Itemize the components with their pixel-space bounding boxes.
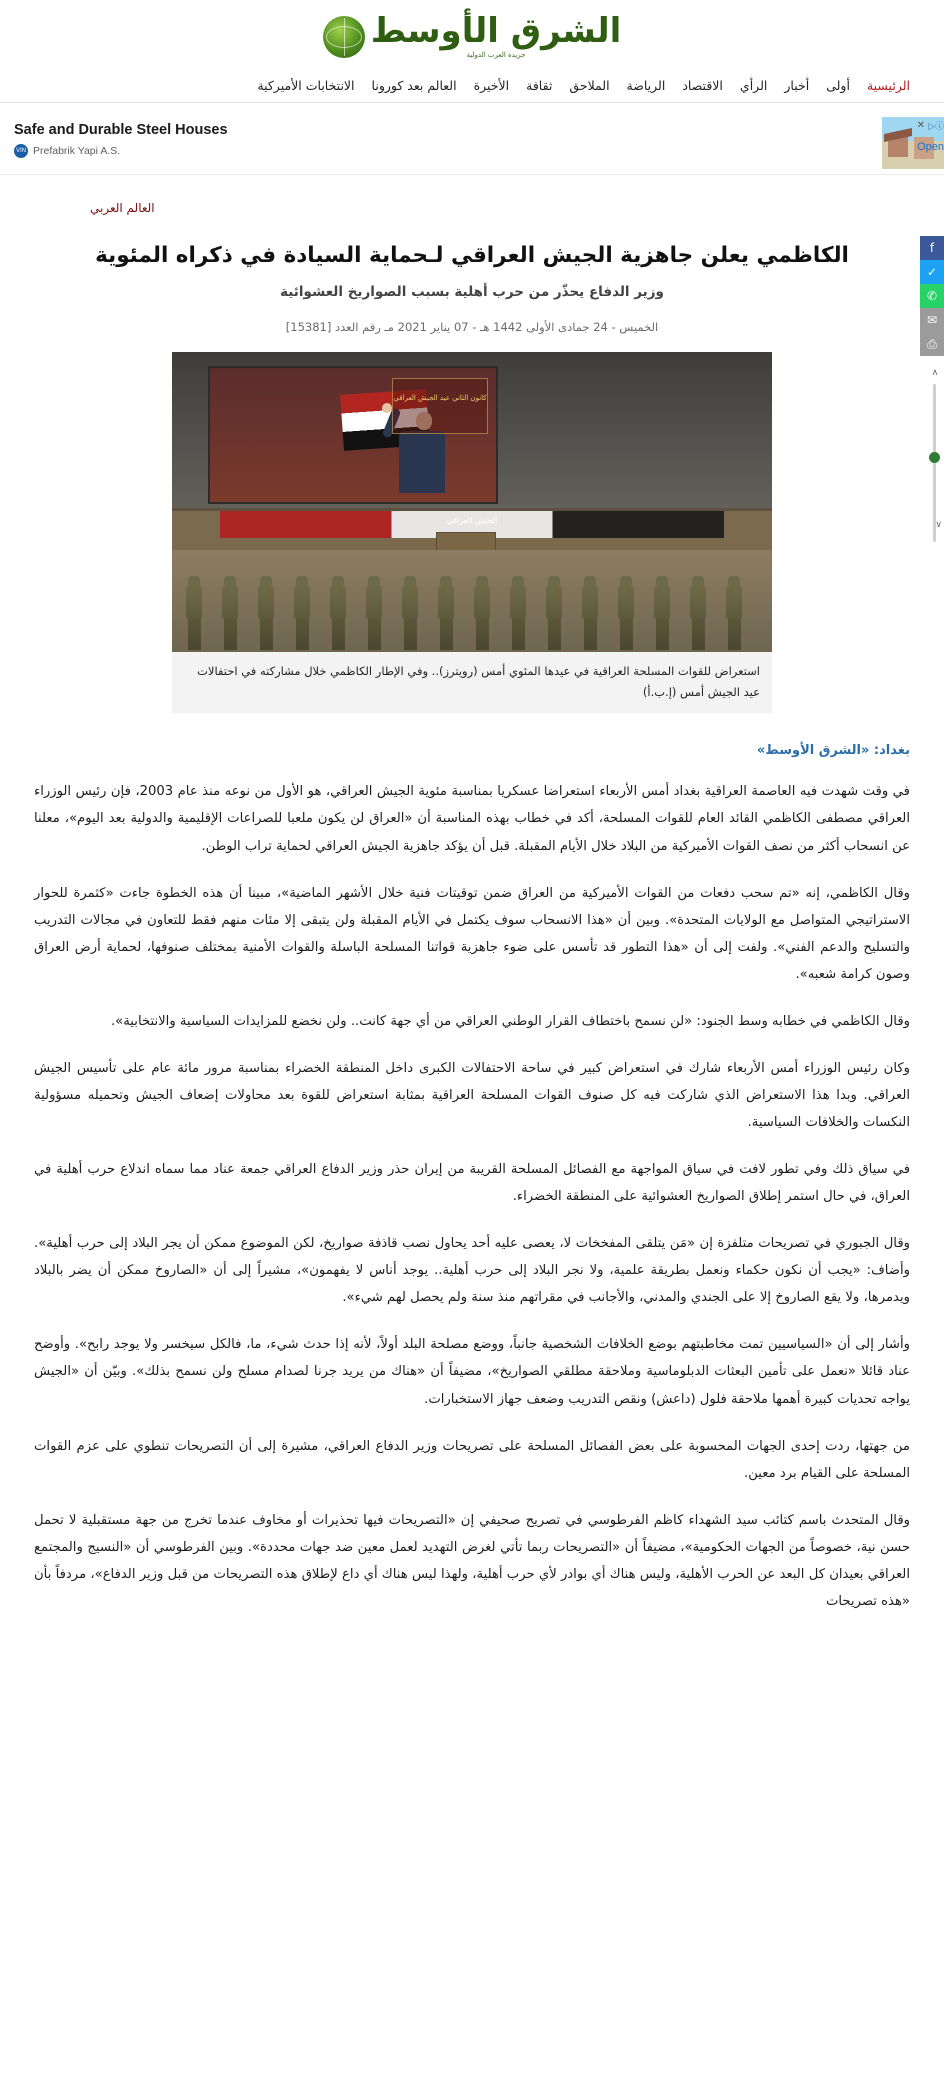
- page-title: الكاظمي يعلن جاهزية الجيش العراقي لـحماية السيادة في ذكراه المئوية: [95, 243, 849, 268]
- article-paragraph: وقال الكاظمي، إنه «تم سحب دفعات من القوات الأميركية من العراق ضمن توقيتات فنية خلال الأشهر الماضية»، مبينا أن هذه الخطوة جاءت «كثمرة للحوار الاستراتيجي المتواصل مع الولايات المتحدة». وبين أن «هذا الانسحاب سوف يكتمل في الأيام المقبلة ولن يتبقى إلا مئات منهم فقط للتعاون في مجالات التدريب والتسليح والدعم الفني». ولفت إلى أن «هذا التطور قد تأسس على ضوء جاهزية قواتنا المسلحة الباسلة والقوات الأمنية بمختلف صنوفها، لحماية أرض العراق وصون كرامة شعبه».: [34, 885, 910, 982]
- article: [0, 201, 944, 1615]
- nav-item-supplements[interactable]: الملاحق: [569, 78, 610, 93]
- article-byline: بغداد: «الشرق الأوسط»: [756, 743, 910, 759]
- site-logo-arabic: الشرق الأوسط: [370, 10, 622, 51]
- article-paragraph: وقال الجبوري في تصريحات متلفزة إن «مَن يتلقى المفخخات لا، يعصى عليه أحد يحاول نصب قاذفة صواريخ، لكن الموضوع ممكن أن يجر البلاد إلى حرب أهلية». وأضاف: «يجب أن نكون حكماء ونعمل بطريقة علمية، ولا نجر البلاد إلى حرب أهلية.. يوجد أناس لا يفهمون»، مشيراً إلى أن «الصاروخ ممكن أن يضر بالبلاد ويدمرها، ولا يقع الصاروخ إلا على الجندي والمدني، والأجانب في مقراتهم منذ سنة ولم يحصل لهم شيء».: [34, 1236, 910, 1306]
- article-paragraph: وقال المتحدث باسم كتائب سيد الشهداء كاظم الفرطوسي في تصريح صحيفي إن «التصريحات فيها تحذيرات أو مخاوف عندما تخرج من جهة مستقبلية لا تحمل حسن نية، خصوصاً من الجهات الحكومية»، مضيفاً أن «التصريحات ربما تأتي لغرض التهديد لعمل معين ضد جهات محددة». وبين الفرطوسي أن «النسيج والمجتمع العراقي بعيدان كل البعد عن الحرب الأهلية، وليس هناك أي بوادر لأي حرب أهلية، ولهذا ليس هناك أي داع لإطلاق هذه التصريحات من قبل وزير الدفاع»، مردفاً بأن «هذه تصريحات: [34, 1512, 910, 1609]
- article-dateline: الخميس - 24 جمادى الأولى 1442 هـ - 07 يناير 2021 مـ رقم العدد [15381]: [285, 320, 659, 335]
- photo-inset-screen: [208, 366, 498, 504]
- nav-item-sports[interactable]: الرياضة: [626, 78, 666, 93]
- article-paragraph: في سياق ذلك وفي تطور لافت في سياق المواجهة مع الفصائل المسلحة القريبة من إيران حذر وزير الدفاع العراقي جمعة عناد مما سماه اندلاع حرب أهلية في العراق، في حال استمر إطلاق الصواريخ العشوائية على المنطقة الخضراء.: [34, 1162, 910, 1205]
- photo-troop: [256, 576, 276, 650]
- nav-item-home[interactable]: الرئيسية: [866, 78, 910, 93]
- close-icon[interactable]: ✕: [916, 120, 926, 131]
- photo-inset-title: كانون الثاني عيد الجيش العراقي: [392, 378, 488, 434]
- photo-troop: [724, 576, 744, 650]
- scroll-down-icon[interactable]: ∨: [935, 520, 942, 530]
- twitter-share-button[interactable]: ✓: [920, 260, 944, 284]
- site-logo[interactable]: [323, 10, 622, 59]
- photo-troop: [292, 576, 312, 650]
- ad-advertiser-logo: VIN: [14, 144, 28, 158]
- article-photo: [172, 352, 772, 652]
- share-rail[interactable]: [920, 236, 944, 356]
- article-body: [34, 778, 910, 1615]
- scroll-up-icon[interactable]: ∧: [931, 368, 939, 378]
- article-paragraph: من جهتها، ردت إحدى الجهات المحسوبة على بعض الفصائل المسلحة على تصريحات وزير الدفاع العراقي، مشيرة إلى أن التصريحات تنطوي على عزم القوات المسلحة على القيام برد معين.: [34, 1438, 910, 1481]
- adchoices-icon[interactable]: ⓘ▷: [928, 121, 944, 131]
- photo-troop: [220, 576, 240, 650]
- photo-troops-row: [172, 542, 772, 650]
- ad-advertiser: [14, 144, 862, 158]
- photo-troop: [616, 576, 636, 650]
- email-share-button[interactable]: ✉: [920, 308, 944, 332]
- photo-troop: [364, 576, 384, 650]
- ad-text-block: [0, 113, 876, 174]
- whatsapp-share-button[interactable]: ✆: [920, 284, 944, 308]
- nav-item-news[interactable]: أخبار: [784, 78, 810, 93]
- photo-banner-text: الجيش العراقي: [446, 515, 498, 525]
- article-section-label[interactable]: العالم العربي: [90, 201, 155, 215]
- nav-item-opinion[interactable]: الرأي: [739, 78, 768, 93]
- photo-troop: [472, 576, 492, 650]
- globe-icon: [323, 16, 365, 58]
- ad-advertiser-name: Prefabrik Yapi A.S.: [33, 145, 121, 157]
- advertisement-banner[interactable]: [0, 113, 944, 175]
- photo-troop: [544, 576, 564, 650]
- photo-troop: [400, 576, 420, 650]
- main-navigation[interactable]: [0, 72, 944, 103]
- photo-troop: [688, 576, 708, 650]
- nav-item-last-page[interactable]: الأخيرة: [473, 78, 510, 93]
- photo-troop: [508, 576, 528, 650]
- scrollbar-track[interactable]: [933, 384, 936, 542]
- photo-inset-hand: [382, 403, 392, 413]
- nav-item-economy[interactable]: الاقتصاد: [682, 78, 723, 93]
- nav-item-world-after-corona[interactable]: العالم بعد كورونا: [371, 78, 457, 93]
- photo-troop: [328, 576, 348, 650]
- article-paragraph: في وقت شهدت فيه العاصمة العراقية بغداد أمس الأربعاء استعراضا عسكريا بمناسبة مئوية الجيش العراقي، هو الأول من نوعه منذ عام 2003، فإن رئيس الوزراء العراقي مصطفى الكاظمي القائد العام للقوات المسلحة، أكد في خطاب بهذه المناسبة أن «العراق لن يكون ملعبا للصراعات الإقليمية والدولية بعد اليوم»، معلنا عن انسحاب أكثر من نصف القوات الأميركية من البلاد خلال الأيام المقبلة. قبل أن يؤكد جاهزية الجيش العراقي لحماية تراب الوطن.: [34, 784, 910, 854]
- photo-troop: [184, 576, 204, 650]
- nav-item-culture[interactable]: ثقافة: [526, 78, 553, 93]
- ad-choices-controls[interactable]: [917, 119, 944, 132]
- nav-item-first-page[interactable]: أولى: [826, 78, 850, 93]
- site-logo-subtitle: جريدة العرب الدولية: [466, 50, 526, 59]
- article-paragraph: وكان رئيس الوزراء أمس الأربعاء شارك في استعراض كبير في ساحة الاحتفالات الكبرى داخل المنطقة الخضراء بمناسبة مرور مائة عام على تأسيس الجيش العراقي. وبدا هذا الاستعراض الذي شاركت فيه كل صنوف القوات المسلحة العراقية بمثابة استعراض للقوة بعد محاولات إضعاف الجيش وتحميله مسؤولية النكسات والخلافات السياسية.: [34, 1060, 910, 1131]
- photo-troop: [580, 576, 600, 650]
- nav-item-us-elections[interactable]: الانتخابات الأميركية: [257, 78, 355, 93]
- photo-troop: [652, 576, 672, 650]
- article-photo-caption: استعراض للقوات المسلحة العراقية في عيدها المئوي أمس (رويترز).. وفي الإطار الكاظمي خلال مشاركته في احتفالات عيد الجيش أمس (إ.ب.أ): [172, 652, 772, 713]
- photo-inset-body: [399, 431, 445, 493]
- site-logo-text: [370, 10, 622, 59]
- ad-open-button[interactable]: Open: [917, 141, 944, 153]
- facebook-share-button[interactable]: f: [920, 236, 944, 260]
- print-button[interactable]: ⎙: [920, 332, 944, 356]
- article-paragraph: وقال الكاظمي في خطابه وسط الجنود: «لن نسمح باختطاف القرار الوطني العراقي من أي جهة كانت.. ولن نخضع للمزايدات السياسية والانتخابية».: [110, 1013, 910, 1029]
- site-masthead: [0, 0, 944, 72]
- photo-troop: [436, 576, 456, 650]
- scrollbar-thumb[interactable]: [929, 452, 940, 463]
- article-figure: [34, 352, 910, 713]
- article-paragraph: وأشار إلى أن «السياسيين تمت مخاطبتهم بوضع الخلافات الشخصية جانباً، ووضع مصلحة البلد أولاً، لأنه إذا حدث شيء، ما، فالكل سيخسر ولا يوجد رابح». وأوضح عناد قائلا «نعمل على تأمين البعثات الدبلوماسية وملاحقة مطلقي الصواريخ»، مضيفاً أن «هناك من يريد جرنا لصدام مسلح ولن نسمح بذلك». وبيّن أن «الجيش يواجه تحديات كبيرة أهمها ملاحقة فلول (داعش) ونقص التدريب وضعف جهاز الاستخبارات.: [34, 1337, 910, 1407]
- ad-title[interactable]: Safe and Durable Steel Houses: [14, 122, 228, 138]
- article-subheadline: وزير الدفاع يحذّر من حرب أهلية بسبب الصواريخ العشوائية: [280, 284, 664, 301]
